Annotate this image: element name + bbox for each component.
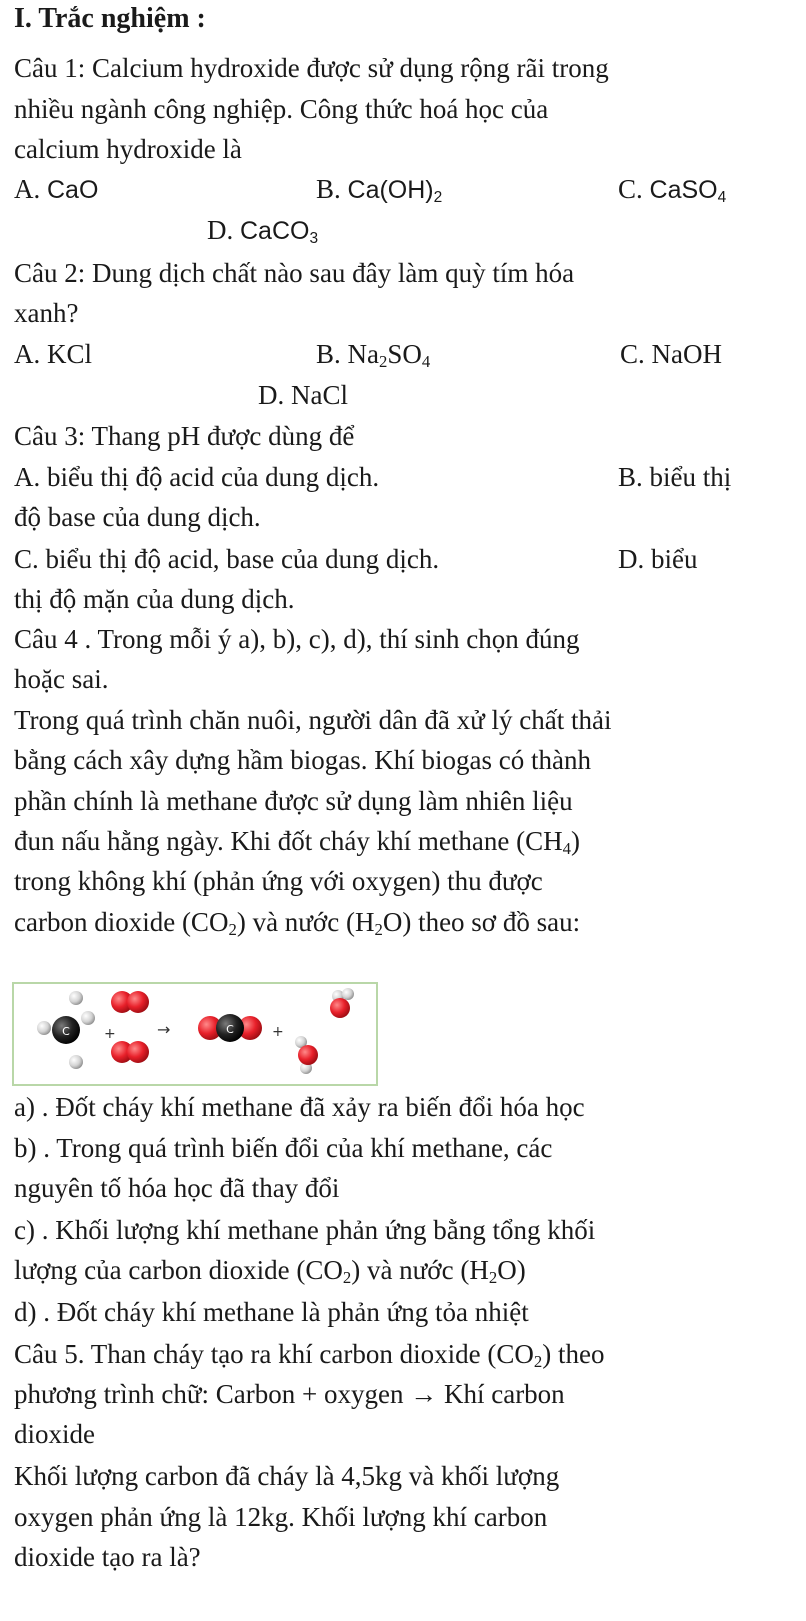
methane-molecule [37, 991, 95, 1069]
q4-statement-d: d) . Đốt cháy khí methane là phản ứng tỏa nhiệt [14, 1297, 529, 1327]
q5-line4: Khối lượng carbon đã cháy là 4,5kg và khối lượng [14, 1461, 560, 1491]
text: ) và nước (H [236, 907, 375, 937]
plus-sign: + [272, 1024, 284, 1040]
carbon-label: C [62, 1025, 70, 1038]
reaction-diagram [12, 982, 378, 1086]
q4-statement-c-line2 [14, 1253, 526, 1287]
formula-text: Na [347, 339, 379, 369]
reaction-diagram-svg [14, 984, 376, 1084]
carbon-dioxide-molecule [198, 1014, 262, 1042]
q2-line1: Câu 2: Dung dịch chất nào sau đây làm quỳ tím hóa [14, 258, 575, 288]
q5-line5: oxygen phản ứng là 12kg. Khối lượng khí carbon [14, 1502, 548, 1532]
reaction-arrow: → [157, 1020, 171, 1039]
text: lượng của carbon dioxide (CO [14, 1255, 343, 1285]
formula-text: SO [387, 339, 422, 369]
q2-line2: xanh? [14, 298, 79, 328]
q4-line2: hoặc sai. [14, 664, 109, 694]
text: ) [571, 826, 580, 856]
oxygen-atom [298, 1045, 318, 1065]
formula-subscript: 2 [228, 920, 237, 940]
oxygen-atom [127, 1041, 149, 1063]
q3-option-d: D. biểu [618, 544, 698, 574]
formula [348, 176, 443, 204]
water-molecule-top [330, 988, 354, 1018]
q4-statement-b-line1: b) . Trong quá trình biến đổi của khí methane, các [14, 1133, 553, 1163]
q1-line3: calcium hydroxide là [14, 134, 242, 164]
q4-statement-a: a) . Đốt cháy khí methane đã xảy ra biến đổi hóa học [14, 1092, 585, 1122]
q2-option-d: D. NaCl [258, 380, 348, 410]
q2-option-a: A. KCl [14, 339, 93, 369]
text: ) theo [542, 1339, 605, 1369]
q4-paragraph-line6 [14, 905, 580, 939]
formula [650, 176, 727, 204]
text: carbon dioxide (CO [14, 907, 229, 937]
formula-subscript: 2 [533, 1352, 543, 1372]
hydrogen-atom [69, 991, 83, 1005]
formula-subscript: 4 [717, 188, 727, 206]
q3-option-c: C. biểu thị độ acid, base của dung dịch. [14, 544, 440, 574]
formula [240, 217, 318, 245]
formula-subscript: 2 [374, 920, 383, 940]
formula-text: CaSO [649, 176, 718, 204]
q2-option-b [316, 337, 430, 371]
q5-line1 [14, 1337, 604, 1371]
q5-line2: phương trình chữ: Carbon + oxygen → Khí carbon [14, 1379, 565, 1409]
hydrogen-atom [37, 1021, 51, 1035]
formula-subscript: 4 [562, 839, 571, 859]
hydrogen-atom [69, 1055, 83, 1069]
formula-subscript: 4 [421, 352, 431, 372]
q4-paragraph-line1: Trong quá trình chăn nuôi, người dân đã xử lý chất thải [14, 705, 612, 735]
text: ) và nước (H [351, 1255, 489, 1285]
q5-line3: dioxide [14, 1419, 95, 1449]
q4-paragraph-line3: phần chính là methane được sử dụng làm nhiên liệu [14, 786, 573, 816]
q3-option-b: B. biểu thị [618, 462, 732, 492]
option-label: A. [14, 174, 47, 204]
hydrogen-atom [81, 1011, 95, 1025]
oxygen-molecule-top [111, 991, 149, 1013]
q1-option-d [207, 213, 318, 248]
option-label: D. [207, 215, 240, 245]
formula-subscript: 2 [433, 188, 443, 206]
q3-option-b-continued: độ base của dung dịch. [14, 502, 261, 532]
text: O) [497, 1255, 526, 1285]
q1-line2: nhiều ngành công nghiệp. Công thức hoá học của [14, 94, 549, 124]
q4-statement-c-line1: c) . Khối lượng khí methane phản ứng bằng tổng khối [14, 1215, 596, 1245]
q3-option-a: A. biểu thị độ acid của dung dịch. [14, 462, 380, 492]
section-title: I. Trắc nghiệm : [14, 3, 206, 34]
q3-line1: Câu 3: Thang pH được dùng để [14, 421, 355, 451]
q4-paragraph-line2: bằng cách xây dựng hầm biogas. Khí biogas có thành [14, 745, 591, 775]
carbon-label: C [226, 1023, 234, 1036]
q1-option-b [316, 172, 442, 207]
formula-subscript: 3 [309, 229, 319, 247]
q2-option-c: C. NaOH [620, 339, 722, 369]
oxygen-atom [127, 991, 149, 1013]
q4-paragraph-line4 [14, 824, 580, 858]
q3-option-d-continued: thị độ mặn của dung dịch. [14, 584, 295, 614]
q4-paragraph-line5: trong không khí (phản ứng với oxygen) thu được [14, 866, 543, 896]
formula-subscript: 2 [342, 1268, 352, 1288]
q1-option-a [14, 172, 98, 207]
water-molecule-bottom [295, 1036, 318, 1074]
q5-line6: dioxide tạo ra là? [14, 1542, 201, 1572]
formula-text: Ca(OH) [347, 176, 434, 204]
q1-line1: Câu 1: Calcium hydroxide được sử dụng rộng rãi trong [14, 53, 609, 83]
hydrogen-atom [342, 988, 354, 1000]
text: đun nấu hằng ngày. Khi đốt cháy khí methane (CH [14, 826, 563, 856]
text: Câu 5. Than cháy tạo ra khí carbon dioxide (CO [14, 1339, 534, 1369]
q4-statement-b-line2: nguyên tố hóa học đã thay đổi [14, 1173, 340, 1203]
formula-subscript: 2 [488, 1268, 498, 1288]
q4-line1: Câu 4 . Trong mỗi ý a), b), c), d), thí sinh chọn đúng [14, 624, 580, 654]
text: O) theo sơ đồ sau: [382, 907, 581, 937]
formula: CaO [47, 176, 99, 204]
option-label: C. [618, 174, 650, 204]
option-label: B. [316, 339, 348, 369]
q1-option-c [618, 172, 726, 207]
oxygen-molecule-bottom [111, 1041, 149, 1063]
formula-text: CaCO [240, 217, 310, 245]
plus-sign: + [104, 1026, 116, 1042]
option-label: B. [316, 174, 348, 204]
formula-subscript: 2 [379, 352, 388, 372]
oxygen-atom [330, 998, 350, 1018]
